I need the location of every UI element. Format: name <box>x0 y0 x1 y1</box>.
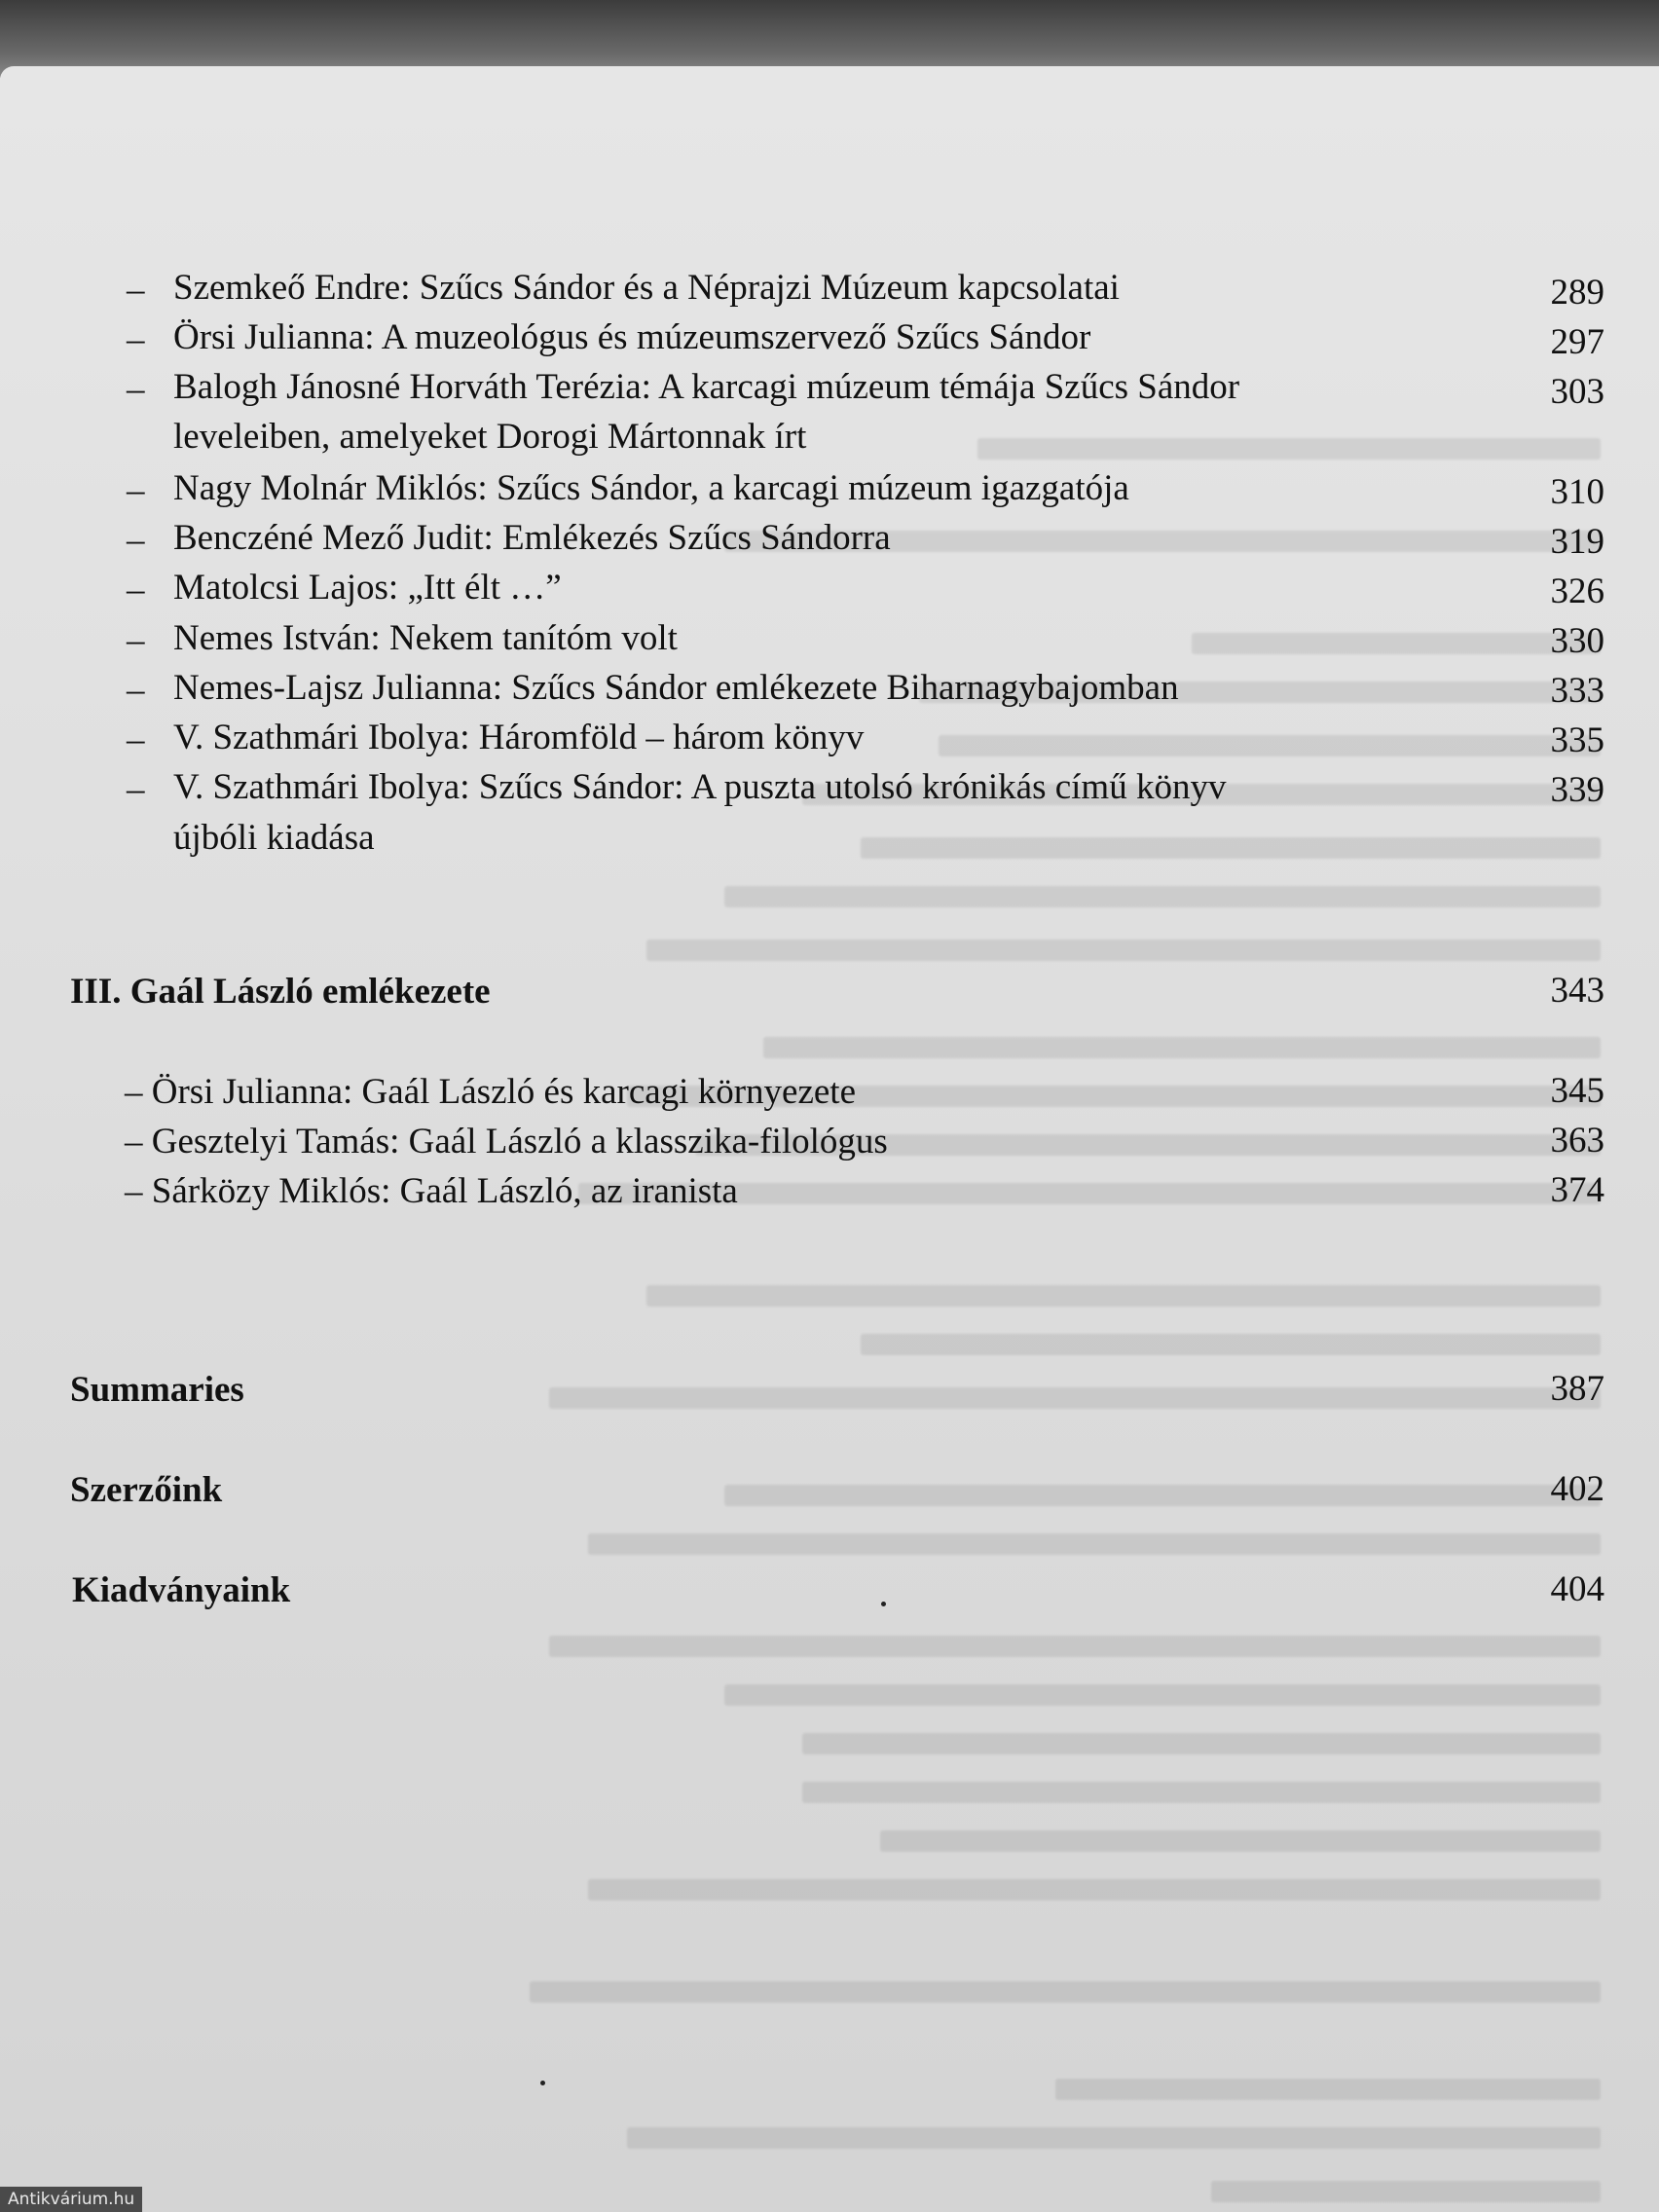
speck <box>540 2081 545 2085</box>
entry-page-number: 303 <box>1550 372 1604 412</box>
summaries-page-number: 387 <box>1550 1369 1604 1409</box>
entry-dash: – <box>127 470 145 510</box>
entry-dash: – <box>127 719 145 759</box>
entry-page-number: 339 <box>1550 770 1604 810</box>
entry-title-continuation: újbóli kiadása <box>173 818 375 858</box>
entry-page-number: 319 <box>1550 522 1604 562</box>
entry-title: Nemes-Lajsz Julianna: Szűcs Sándor emlékezete Biharnagybajomban <box>173 668 1179 708</box>
entry-page-number: 335 <box>1550 720 1604 760</box>
publications-page-number: 404 <box>1550 1569 1604 1609</box>
entry-dash: – <box>127 670 145 710</box>
entry-title: Nagy Molnár Miklós: Szűcs Sándor, a karcagi múzeum igazgatója <box>173 468 1129 508</box>
entry-title: Benczéné Mező Judit: Emlékezés Szűcs Sándorra <box>173 518 891 558</box>
entry-title: Matolcsi Lajos: „Itt élt …” <box>173 568 562 608</box>
entry-title: Szemkeő Endre: Szűcs Sándor és a Néprajzi Múzeum kapcsolatai <box>173 268 1120 308</box>
entry-title: V. Szathmári Ibolya: Szűcs Sándor: A puszta utolsó krónikás című könyv <box>173 767 1227 807</box>
entry-page-number: 374 <box>1550 1170 1604 1210</box>
entry-page-number: 333 <box>1550 671 1604 711</box>
entry-title: – Sárközy Miklós: Gaál László, az iranista <box>125 1171 738 1211</box>
authors-heading: Szerzőink <box>70 1470 223 1510</box>
entry-dash: – <box>127 769 145 809</box>
entry-page-number: 345 <box>1550 1071 1604 1111</box>
entry-title: – Gesztelyi Tamás: Gaál László a klasszika-filológus <box>125 1122 888 1161</box>
entry-dash: – <box>127 520 145 560</box>
entry-dash: – <box>127 270 145 310</box>
section-page-number: 343 <box>1550 971 1604 1011</box>
entry-title-continuation: leveleiben, amelyeket Dorogi Mártonnak írt <box>173 417 807 457</box>
entry-dash: – <box>127 319 145 359</box>
section-heading: III. Gaál László emlékezete <box>70 972 491 1012</box>
entry-dash: – <box>127 570 145 609</box>
entry-page-number: 289 <box>1550 273 1604 313</box>
summaries-heading: Summaries <box>70 1370 244 1410</box>
entry-page-number: 310 <box>1550 472 1604 512</box>
entry-dash: – <box>127 369 145 409</box>
speck <box>881 1602 886 1606</box>
entry-page-number: 363 <box>1550 1121 1604 1161</box>
publications-heading: Kiadványaink <box>72 1570 291 1610</box>
entry-title: Nemes István: Nekem tanítóm volt <box>173 618 678 658</box>
entry-title: Balogh Jánosné Horváth Terézia: A karcagi múzeum témája Szűcs Sándor <box>173 367 1240 407</box>
entry-title: – Örsi Julianna: Gaál László és karcagi környezete <box>125 1072 857 1112</box>
entry-page-number: 297 <box>1550 322 1604 362</box>
authors-page-number: 402 <box>1550 1469 1604 1509</box>
site-watermark: Antikvárium.hu <box>0 2187 142 2212</box>
entry-page-number: 330 <box>1550 621 1604 661</box>
entry-dash: – <box>127 620 145 660</box>
entry-page-number: 326 <box>1550 571 1604 611</box>
entry-title: Örsi Julianna: A muzeológus és múzeumszervező Szűcs Sándor <box>173 317 1091 357</box>
entry-title: V. Szathmári Ibolya: Háromföld – három könyv <box>173 718 865 757</box>
